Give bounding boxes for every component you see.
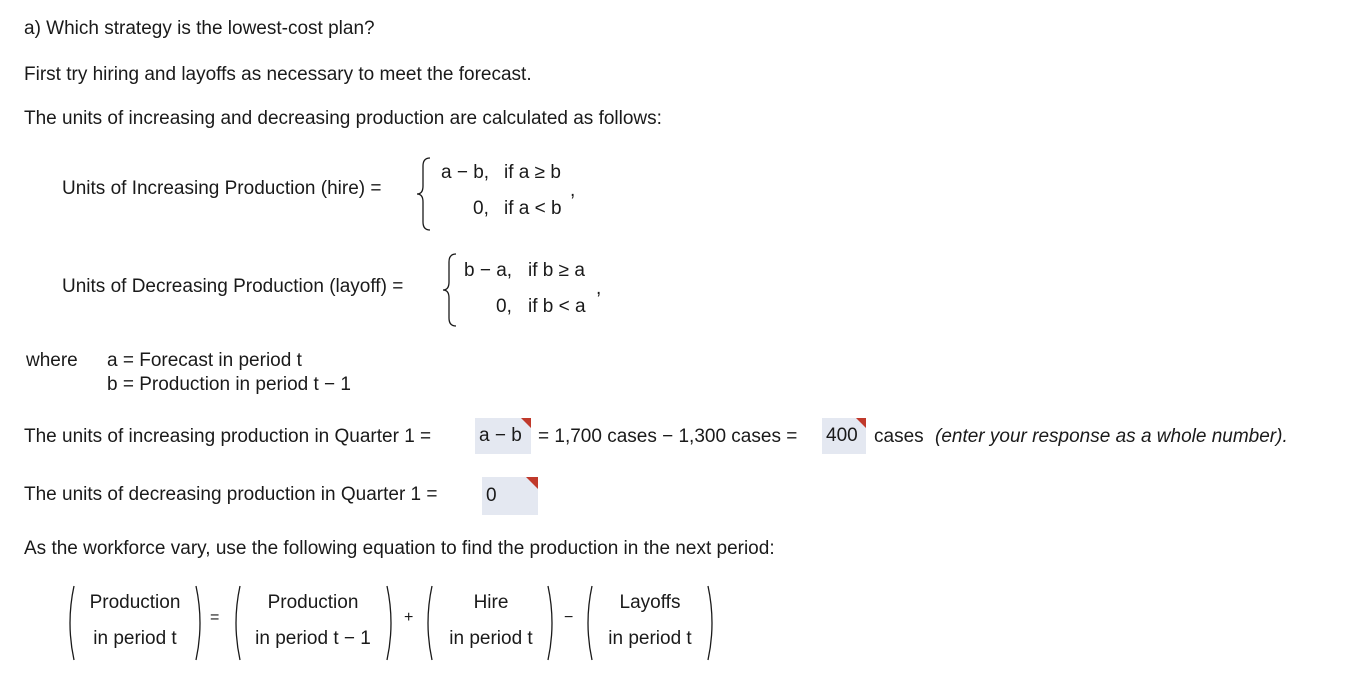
hire-case1-expr: a − b,: [441, 162, 490, 183]
where-definition-a: a = Forecast in period t: [107, 350, 302, 371]
equation-term-production-t: [76, 592, 194, 650]
right-paren-icon: [385, 584, 397, 662]
q1-increase-formula-value: a − b: [479, 425, 522, 446]
where-definition-b: b = Production in period t − 1: [107, 374, 351, 395]
where-label: where: [26, 350, 78, 371]
question-heading: a) Which strategy is the lowest-cost plan?: [24, 18, 375, 39]
q1-increase-hint: (enter your response as a whole number).: [935, 426, 1288, 447]
equation-term2-line2: in period t − 1: [255, 628, 371, 649]
layoff-trailing-comma: ,: [596, 278, 602, 299]
minus-operator: −: [564, 609, 574, 626]
hire-case2-expr: 0,: [473, 198, 489, 219]
workforce-note: As the workforce vary, use the following equation to find the production in the next period:: [24, 538, 775, 559]
feedback-flag-icon: [521, 418, 531, 428]
hire-formula-label: Units of Increasing Production (hire) =: [62, 178, 382, 199]
left-paren-icon: [582, 584, 594, 662]
left-brace-icon: [414, 156, 438, 232]
layoff-case2-expr: 0,: [496, 296, 512, 317]
right-paren-icon: [546, 584, 558, 662]
q1-increase-value-answer[interactable]: [822, 418, 866, 454]
left-paren-icon: [64, 584, 76, 662]
q1-increase-formula-answer[interactable]: [475, 418, 531, 454]
left-brace-icon: [440, 252, 464, 328]
equation-term3-line1: Hire: [473, 592, 509, 613]
calc-note: The units of increasing and decreasing production are calculated as follows:: [24, 108, 662, 129]
q1-increase-value: 400: [826, 425, 858, 446]
q1-increase-prompt: The units of increasing production in Quarter 1 =: [24, 426, 432, 447]
q1-increase-calculation: = 1,700 cases − 1,300 cases =: [538, 426, 798, 447]
q1-decrease-prompt: The units of decreasing production in Quarter 1 =: [24, 484, 438, 505]
right-paren-icon: [194, 584, 206, 662]
hire-trailing-comma: ,: [570, 180, 576, 201]
equation-term3-line2: in period t: [449, 628, 533, 649]
layoff-case1-expr: b − a,: [464, 260, 513, 281]
equation-term1-line1: Production: [89, 592, 181, 613]
feedback-flag-icon: [856, 418, 866, 428]
equation-term-hire: [436, 592, 546, 650]
q1-decrease-answer[interactable]: [482, 477, 538, 515]
equation-term1-line2: in period t: [93, 628, 177, 649]
layoff-formula-label: Units of Decreasing Production (layoff) =: [62, 276, 404, 297]
equation-term2-line1: Production: [267, 592, 359, 613]
right-paren-icon: [706, 584, 718, 662]
left-paren-icon: [230, 584, 242, 662]
plus-operator: +: [404, 609, 414, 626]
q1-decrease-value: 0: [486, 485, 497, 506]
hire-case1-cond: if a ≥ b: [504, 162, 561, 183]
left-paren-icon: [422, 584, 434, 662]
layoff-case1-cond: if b ≥ a: [528, 260, 585, 281]
feedback-flag-icon: [526, 477, 538, 489]
equation-term-layoffs: [594, 592, 706, 650]
equation-term4-line1: Layoffs: [619, 592, 681, 613]
hire-case2-cond: if a < b: [504, 198, 562, 219]
equals-operator: =: [210, 609, 220, 626]
layoff-case2-cond: if b < a: [528, 296, 586, 317]
equation-term4-line2: in period t: [608, 628, 692, 649]
q1-increase-unit: cases: [874, 426, 924, 447]
intro-text: First try hiring and layoffs as necessary to meet the forecast.: [24, 64, 532, 85]
equation-term-production-prev: [242, 592, 384, 650]
